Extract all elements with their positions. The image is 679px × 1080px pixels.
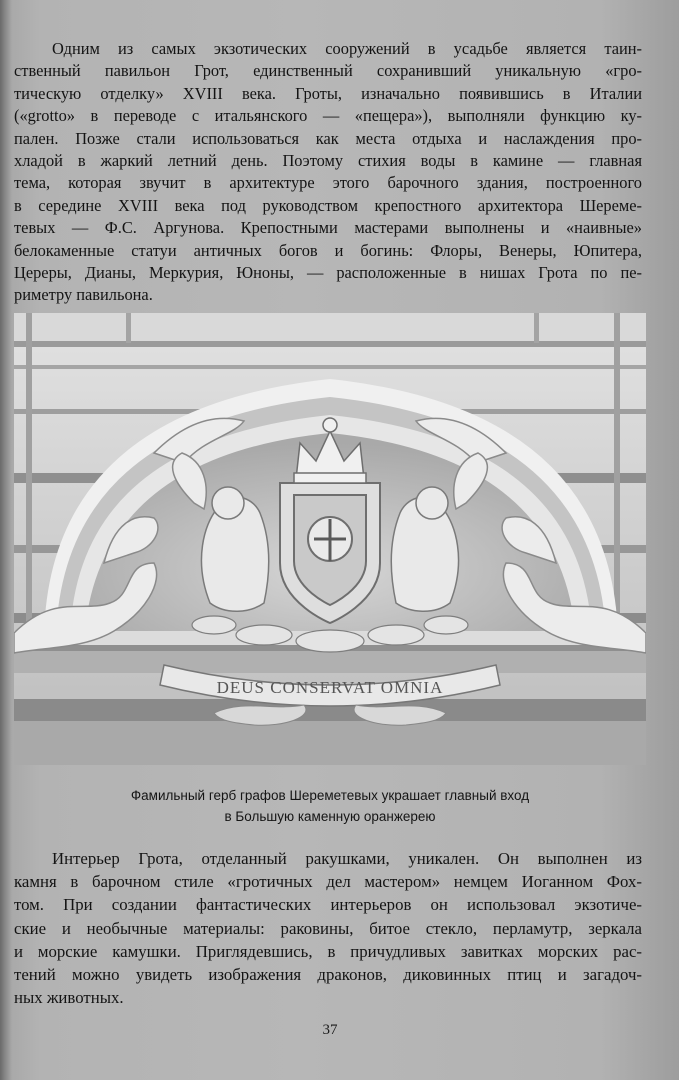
text-line: камня в барочном стиле «гротичных дел мастером» немцем Иоганном Фох- bbox=[14, 872, 642, 892]
text-line: и морские камушки. Приглядевшись, в причудливых завитках морских рас- bbox=[14, 941, 642, 961]
photo-caption-line-2: в Большую каменную оранжерею bbox=[224, 809, 436, 824]
text-line: Цереры, Дианы, Меркурия, Юноны, — расположенные в нишах Грота по пе- bbox=[14, 263, 642, 283]
coat-of-arms-photo bbox=[14, 313, 646, 765]
text-line: в середине XVIII века под руководством крепостного архитектора Шереме- bbox=[14, 195, 642, 215]
page-number: 37 bbox=[322, 1022, 338, 1038]
text-line: тений можно увидеть изображения драконов, диковинных птиц и загадоч- bbox=[14, 965, 642, 985]
text-line: ские и необычные материалы: раковины, битое стекло, перламутр, зеркала bbox=[14, 918, 642, 938]
text-line: ных животных. bbox=[14, 988, 124, 1008]
text-line: том. При создании фантастических интерьеров он использовал экзотиче- bbox=[14, 895, 642, 915]
grotto-interior-paragraph bbox=[14, 847, 642, 1009]
text-line: тевых — Ф.С. Аргунова. Крепостными мастерами выполнены и «наивные» bbox=[14, 218, 642, 238]
text-line: Одним из самых экзотических сооружений в усадьбе является таин- bbox=[52, 39, 642, 58]
motto-text: DEUS CONSERVAT OMNIA bbox=[216, 678, 444, 697]
text-line: белокаменные статуи античных богов и богинь: Флоры, Венеры, Юпитера, bbox=[14, 240, 642, 260]
intro-paragraph bbox=[14, 38, 642, 307]
text-line: хладой в жаркий летний день. Поэтому стихия воды в камине — главная bbox=[14, 151, 642, 171]
text-line: риметру павильона. bbox=[14, 285, 153, 305]
text-line: Интерьер Грота, отделанный ракушками, уникален. Он выполнен из bbox=[52, 849, 642, 868]
text-line: («grotto» в переводе с итальянского — «пещера»), выполняли функцию ку- bbox=[14, 106, 642, 126]
photo-caption-line-1: Фамильный герб графов Шереметевых украшает главный вход bbox=[130, 788, 530, 803]
text-line: ственный павильон Грот, единственный сохранивший уникальную «гро- bbox=[14, 61, 642, 81]
text-line: тема, которая звучит в архитектуре этого барочного здания, построенного bbox=[14, 173, 642, 193]
text-line: пален. Позже стали использоваться как места отдыха и наслаждения про- bbox=[14, 128, 642, 148]
text-line: тическую отделку» XVIII века. Гроты, изначально появившись в Италии bbox=[14, 83, 642, 103]
